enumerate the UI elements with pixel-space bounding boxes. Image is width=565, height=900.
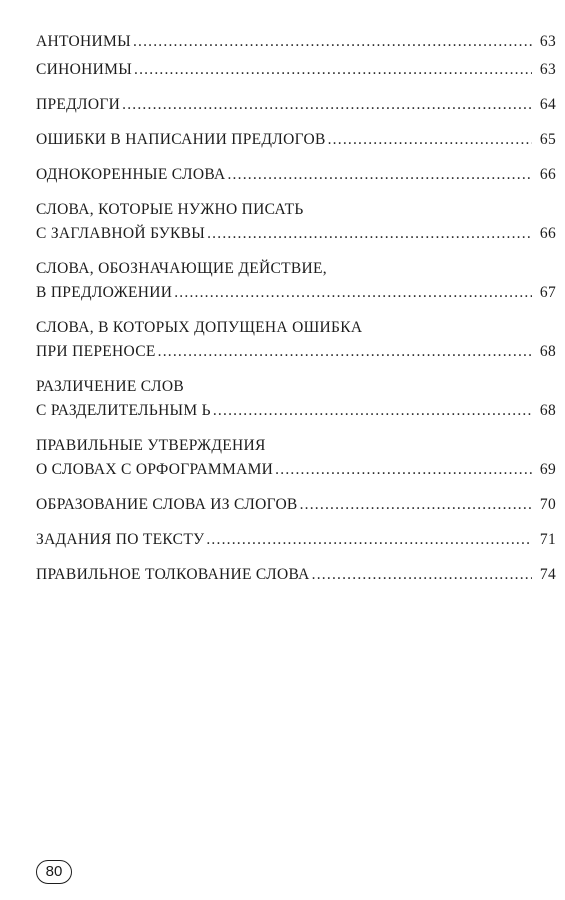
dot-leader	[133, 30, 532, 54]
toc-entry-title: ПРЕДЛОГИ	[36, 96, 121, 113]
dot-leader	[174, 281, 532, 305]
toc-entry[interactable]	[36, 58, 556, 82]
toc-entry-page: 66	[539, 166, 556, 183]
dot-leader	[275, 458, 532, 482]
toc-entry-title: ОДНОКОРЕННЫЕ СЛОВА	[36, 166, 226, 183]
toc-entry-row	[36, 30, 556, 54]
toc-entry-page: 68	[539, 343, 556, 360]
dot-leader	[122, 93, 532, 117]
toc-entry-page: 71	[539, 531, 556, 548]
toc-entry-title: ПРИ ПЕРЕНОСЕ	[36, 343, 156, 360]
toc-entry-title: ОБРАЗОВАНИЕ СЛОВА ИЗ СЛОГОВ	[36, 496, 298, 513]
toc-entry[interactable]	[36, 257, 556, 305]
dot-leader	[134, 58, 532, 82]
dot-leader	[207, 222, 532, 246]
toc-entry-page: 74	[539, 566, 556, 583]
toc-entry[interactable]	[36, 93, 556, 117]
toc-entry-title-line: РАЗЛИЧЕНИЕ СЛОВ	[36, 378, 185, 395]
dot-leader	[206, 528, 532, 552]
toc-entry[interactable]	[36, 163, 556, 187]
toc-entry-page: 65	[539, 131, 556, 148]
toc-entry-title-line: СЛОВА, В КОТОРЫХ ДОПУЩЕНА ОШИБКА	[36, 319, 363, 336]
page-number-badge: 80	[36, 860, 72, 884]
toc-entry[interactable]	[36, 375, 556, 423]
toc-entry[interactable]	[36, 493, 556, 517]
toc-entry[interactable]	[36, 128, 556, 152]
dot-leader	[328, 128, 532, 152]
toc-entry-page: 66	[539, 225, 556, 242]
toc-entry[interactable]	[36, 198, 556, 246]
dot-leader	[312, 563, 532, 587]
toc-entry-row	[36, 340, 556, 364]
toc-entry-title-line: ПРАВИЛЬНЫЕ УТВЕРЖДЕНИЯ	[36, 437, 266, 454]
toc-entry-title-line: СЛОВА, КОТОРЫЕ НУЖНО ПИСАТЬ	[36, 201, 304, 218]
toc-entry-page: 63	[539, 33, 556, 50]
toc-entry-row	[36, 563, 556, 587]
toc-entry-title: ЗАДАНИЯ ПО ТЕКСТУ	[36, 531, 205, 548]
toc-entry-title: ОШИБКИ В НАПИСАНИИ ПРЕДЛОГОВ	[36, 131, 326, 148]
toc-entry-row	[36, 93, 556, 117]
toc-entry-row	[36, 222, 556, 246]
toc-entry-row	[36, 58, 556, 82]
toc-entry[interactable]	[36, 434, 556, 482]
toc-entry[interactable]	[36, 563, 556, 587]
toc-entry-row	[36, 458, 556, 482]
toc-entry-title: С РАЗДЕЛИТЕЛЬНЫМ Ь	[36, 402, 211, 419]
toc-entry-page: 67	[539, 284, 556, 301]
toc-entry-row	[36, 528, 556, 552]
toc-entry-title: ПРАВИЛЬНОЕ ТОЛКОВАНИЕ СЛОВА	[36, 566, 310, 583]
toc-entry-title-line: СЛОВА, ОБОЗНАЧАЮЩИЕ ДЕЙСТВИЕ,	[36, 260, 327, 277]
toc-entry-page: 70	[539, 496, 556, 513]
table-of-contents	[36, 30, 556, 587]
dot-leader	[213, 399, 532, 423]
toc-entry-title: В ПРЕДЛОЖЕНИИ	[36, 284, 173, 301]
toc-entry-title: АНТОНИМЫ	[36, 33, 131, 50]
toc-entry-page: 69	[539, 461, 556, 478]
toc-entry-row	[36, 399, 556, 423]
toc-entry-row	[36, 493, 556, 517]
toc-entry[interactable]	[36, 528, 556, 552]
toc-entry[interactable]	[36, 30, 556, 54]
toc-entry-title: С ЗАГЛАВНОЙ БУКВЫ	[36, 225, 206, 242]
toc-entry-row	[36, 128, 556, 152]
toc-entry-title: О СЛОВАХ С ОРФОГРАММАМИ	[36, 461, 274, 478]
toc-entry-page: 63	[539, 61, 556, 78]
dot-leader	[300, 493, 532, 517]
dot-leader	[158, 340, 532, 364]
dot-leader	[227, 163, 532, 187]
toc-entry-title: СИНОНИМЫ	[36, 61, 133, 78]
toc-entry[interactable]	[36, 316, 556, 364]
toc-entry-row	[36, 163, 556, 187]
toc-entry-row	[36, 281, 556, 305]
toc-entry-page: 64	[539, 96, 556, 113]
toc-entry-page: 68	[539, 402, 556, 419]
